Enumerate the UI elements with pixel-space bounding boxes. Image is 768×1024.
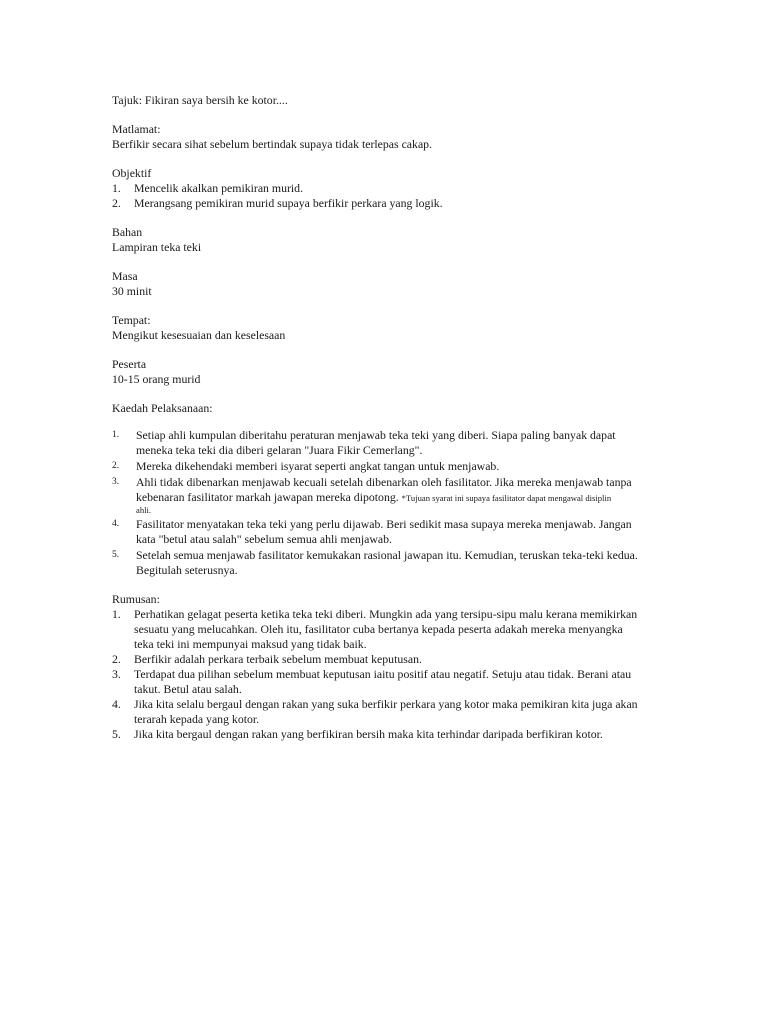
list-item: [112, 727, 672, 742]
list-item: [112, 475, 672, 516]
list-item: [112, 667, 672, 697]
peserta-heading: Peserta: [112, 357, 147, 371]
masa-heading: Masa: [112, 269, 138, 283]
list-text-line: terarah kepada yang kotor.: [134, 712, 260, 726]
list-number: 5.: [112, 550, 120, 560]
kaedah-section: [112, 401, 672, 578]
list-item: [112, 697, 672, 727]
list-item: [112, 181, 672, 196]
kaedah-heading: Kaedah Pelaksanaan:: [112, 401, 213, 415]
list-item: [112, 652, 672, 667]
list-item: [112, 428, 672, 458]
list-text-line: [136, 490, 672, 505]
document-title: Tajuk: Fikiran saya bersih ke kotor....: [112, 93, 288, 107]
list-number: 2.: [112, 461, 120, 471]
list-text-line: Fasilitator menyatakan teka teki yang perlu dijawab. Beri sedikit masa supaya mereka menjawab. Jangan: [136, 517, 632, 531]
list-text-line: Jika kita selalu bergaul dengan rakan yang suka berfikir perkara yang kotor maka pemikiran kita juga akan: [134, 697, 638, 711]
masa-section: [112, 269, 672, 299]
list-item: [112, 517, 672, 547]
document-page: [112, 93, 672, 756]
list-number: 1.: [112, 181, 121, 195]
list-text-line: sesuatu yang melucahkan. Oleh itu, fasilitator cuba bertanya kepada peserta adakah mereka menyangka: [134, 622, 623, 636]
list-number: 3.: [112, 667, 121, 681]
list-text-line: teka teki ini mempunyai maksud yang tidak baik.: [134, 637, 367, 651]
list-text-segment: kebenaran fasilitator markah jawapan mereka dipotong.: [136, 490, 399, 504]
masa-text: 30 minit: [112, 284, 152, 298]
title-section: [112, 93, 672, 108]
objektif-section: [112, 166, 672, 211]
footnote-continuation: ahli.: [136, 505, 152, 515]
list-number: 2.: [112, 196, 121, 210]
list-text-line: Perhatikan gelagat peserta ketika teka teki diberi. Mungkin ada yang tersipu-sipu malu kerana memikirkan: [134, 607, 638, 621]
bahan-heading: Bahan: [112, 225, 143, 239]
list-text-line: Ahli tidak dibenarkan menjawab kecuali setelah dibenarkan oleh fasilitator. Jika mereka menjawab tanpa: [136, 475, 632, 489]
list-number: 3.: [112, 477, 120, 487]
list-item: [112, 196, 672, 211]
list-item: [112, 459, 672, 474]
list-number: 5.: [112, 727, 121, 741]
matlamat-heading: Matlamat:: [112, 122, 161, 136]
bahan-section: [112, 225, 672, 255]
list-text-line: Berfikir adalah perkara terbaik sebelum membuat keputusan.: [134, 652, 422, 666]
rumusan-section: [112, 592, 672, 742]
list-text: Mencelik akalkan pemikiran murid.: [134, 181, 304, 195]
tempat-text: Mengikut kesesuaian dan keselesaan: [112, 328, 286, 342]
rumusan-list: [112, 607, 672, 742]
list-text-line: Setiap ahli kumpulan diberitahu peraturan menjawab teka teki yang diberi. Siapa paling banyak dapat: [136, 428, 616, 442]
tempat-section: [112, 313, 672, 343]
list-text-line: Begitulah seterusnya.: [136, 563, 238, 577]
list-number: 2.: [112, 652, 121, 666]
list-item: [112, 607, 672, 652]
peserta-section: [112, 357, 672, 387]
list-text: Merangsang pemikiran murid supaya berfikir perkara yang logik.: [134, 196, 443, 210]
list-text-line: Setelah semua menjawab fasilitator kemukakan rasional jawapan itu. Kemudian, teruskan teka-teki kedua.: [136, 548, 638, 562]
list-text-line: takut. Betul atau salah.: [134, 682, 242, 696]
list-text-line: Terdapat dua pilihan sebelum membuat keputusan iaitu positif atau negatif. Setuju atau tidak. Berani atau: [134, 667, 632, 681]
footnote-text: *Tujuan syarat ini supaya fasilitator dapat mengawal disiplin: [401, 493, 612, 503]
tempat-heading: Tempat:: [112, 313, 151, 327]
list-number: 1.: [112, 607, 121, 621]
objektif-heading: Objektif: [112, 166, 152, 180]
matlamat-text: Berfikir secara sihat sebelum bertindak supaya tidak terlepas cakap.: [112, 137, 433, 151]
list-text-line: Jika kita bergaul dengan rakan yang berfikiran bersih maka kita terhindar daripada berfikiran kotor.: [134, 727, 603, 741]
list-number: 4.: [112, 519, 120, 529]
list-number: 4.: [112, 697, 121, 711]
kaedah-list: [112, 428, 672, 578]
list-number: 1.: [112, 430, 120, 440]
rumusan-heading: Rumusan:: [112, 592, 160, 606]
bahan-text: Lampiran teka teki: [112, 240, 202, 254]
objektif-list: [112, 181, 672, 211]
list-text-line: Mereka dikehendaki memberi isyarat seperti angkat tangan untuk menjawab.: [136, 459, 500, 473]
list-text-line: meneka teka teki dia diberi gelaran "Juara Fikir Cemerlang".: [136, 443, 423, 457]
list-item: [112, 548, 672, 578]
peserta-text: 10-15 orang murid: [112, 372, 201, 386]
matlamat-section: [112, 122, 672, 152]
list-text-line: kata "betul atau salah" sebelum semua ahli menjawab.: [136, 532, 392, 546]
